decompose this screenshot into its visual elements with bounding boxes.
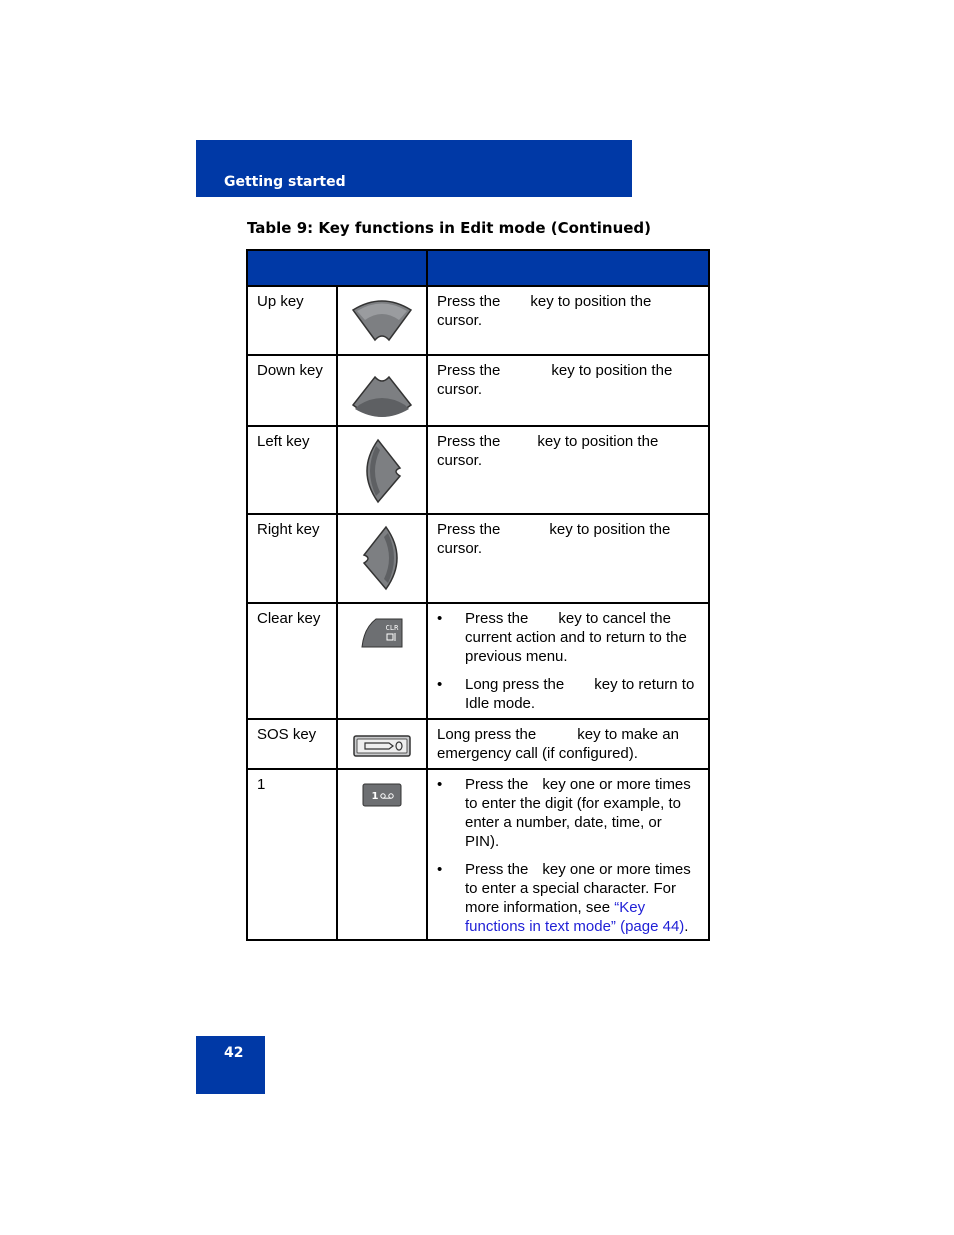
key-name: Up key — [247, 286, 337, 355]
svg-text:CLR: CLR — [385, 624, 399, 632]
key-icon-cell — [337, 514, 427, 603]
key-icon-cell — [337, 769, 427, 940]
svg-text:1: 1 — [371, 791, 379, 802]
list-item: • Press the key one or more times to enter a special character. For more information, see “Key functions in text mode” (page 44). — [437, 861, 691, 935]
key-description: Press the key to position the cursor. — [427, 286, 709, 355]
key-description — [427, 769, 709, 940]
key-description: Press the key to position the cursor. — [427, 426, 709, 514]
clear-key-icon — [360, 618, 404, 648]
table-row — [247, 719, 709, 769]
key-description: Press the key to position the cursor. — [427, 514, 709, 603]
table-header-row — [247, 250, 709, 286]
key-description: Long press the key to make an emergency call (if configured). — [427, 719, 709, 769]
key-functions-table — [246, 249, 710, 941]
table-title: Table 9: Key functions in Edit mode (Continued) — [247, 219, 652, 237]
cross-reference-link[interactable]: “Key functions in text mode” (page 44) — [465, 899, 685, 935]
section-label: Getting started — [224, 174, 346, 190]
key-icon-cell — [337, 355, 427, 426]
key-name: Right key — [247, 514, 337, 603]
table-row — [247, 514, 709, 603]
key-icon-cell — [337, 603, 427, 719]
key-description — [427, 603, 709, 719]
list-item: • Press the key one or more times to enter the digit (for example, to enter a number, date, time, or PIN). — [437, 776, 691, 850]
header-band — [196, 140, 632, 197]
list-item: • Long press the key to return to Idle mode. — [437, 676, 695, 712]
header-cell-description — [427, 250, 709, 286]
key-name: Down key — [247, 355, 337, 426]
table-row — [247, 769, 709, 940]
key-icon-cell — [337, 719, 427, 769]
right-arrow-key-icon — [362, 525, 402, 591]
key-description: Press the key to position the cursor. — [427, 355, 709, 426]
table-row — [247, 426, 709, 514]
key-name: Clear key — [247, 603, 337, 719]
page-number-box — [196, 1036, 265, 1094]
up-arrow-key-icon — [351, 296, 413, 348]
table-row — [247, 355, 709, 426]
left-arrow-key-icon — [362, 438, 402, 504]
one-voicemail-key-icon — [362, 783, 402, 807]
down-arrow-key-icon — [351, 367, 413, 425]
table-row — [247, 603, 709, 719]
key-name: Left key — [247, 426, 337, 514]
list-item: • Press the key to cancel the current action and to return to the previous menu. — [437, 610, 687, 665]
key-icon-cell — [337, 426, 427, 514]
page-number: 42 — [224, 1045, 244, 1061]
table-row — [247, 286, 709, 355]
header-cell-key — [247, 250, 427, 286]
key-icon-cell — [337, 286, 427, 355]
sos-key-icon — [353, 735, 411, 757]
key-name: 1 — [247, 769, 337, 940]
key-name: SOS key — [247, 719, 337, 769]
